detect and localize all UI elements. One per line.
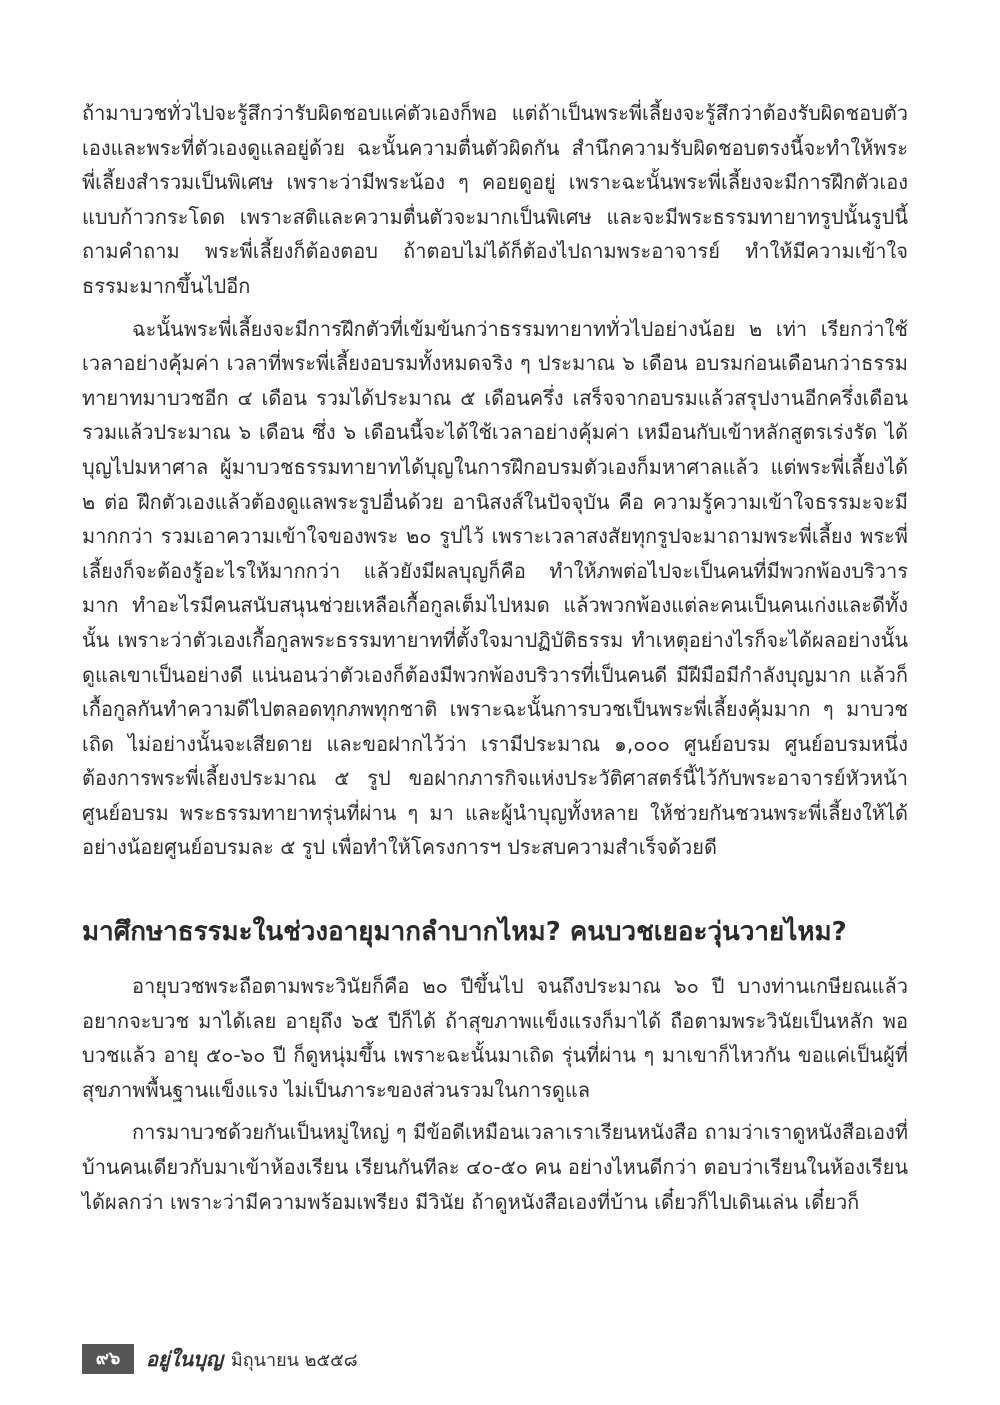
magazine-name: อยู่ในบุญ (146, 1347, 223, 1371)
paragraph-group-ordination: การมาบวชด้วยกันเป็นหมู่ใหญ่ ๆ มีข้อดีเหมือนเวลาเราเรียนหนังสือ ถามว่าเราดูหนังสือเองที่บ้านคนเดียวกับมาเข้าห้องเรียน เรียนกันทีละ ๔๐-๕๐ คน อย่างไหนดีกว่า ตอบว่าเรียนในห้องเรียนได้ผลกว่า เพราะว่ามีความพร้อมเพรียง มีวินัย ถ้าดูหนังสือเองที่บ้าน เดี๋ยวก็ไปเดินเล่น เดี๋ยวก็ (82, 1120, 908, 1214)
paragraph-ordination-age: อายุบวชพระถือตามพระวินัยก็คือ ๒๐ ปีขึ้นไป จนถึงประมาณ ๖๐ ปี บางท่านเกษียณแล้วอยากจะบวช มาได้เลย อายุถึง ๖๕ ปีก็ได้ ถ้าสุขภาพแข็งแรงก็มาได้ ถือตามพระวินัยเป็นหลัก พอบวชแล้ว อายุ ๕๐-๖๐ ปี ก็ดูหนุ่มขึ้น เพราะฉะนั้นมาเถิด รุ่นที่ผ่าน ๆ มาเขาก็ไหวกัน ขอแค่เป็นผู้ที่สุขภาพพื้นฐานแข็งแรง ไม่เป็นภาระของส่วนรวมในการดูแล (82, 974, 908, 1102)
page-number: ๙๖ (82, 1344, 134, 1374)
section-heading: มาศึกษาธรรมะในช่วงอายุมากลำบากไหม? คนบวชเยอะวุ่นวายไหม? (82, 917, 847, 948)
page-footer (82, 1344, 358, 1374)
paragraph-pi-liang-benefits: ฉะนั้นพระพี่เลี้ยงจะมีการฝึกตัวที่เข้มข้นกว่าธรรมทายาททั่วไปอย่างน้อย ๒ เท่า เรียกว่าใช้เวลาอย่างคุ้มค่า เวลาที่พระพี่เลี้ยงอบรมทั้งหมดจริง ๆ ประมาณ ๖ เดือน อบรมก่อนเดือนกว่าธรรมทายาทมาบวชอีก ๔ เดือน รวมได้ประมาณ ๕ เดือนครึ่ง เสร็จจากอบรมแล้วสรุปงานอีกครึ่งเดือน รวมแล้วประมาณ ๖ เดือน ซึ่ง ๖ เดือนนี้จะได้ใช้เวลาอย่างคุ้มค่า เหมือนกับเข้าหลักสูตรเร่งรัด ได้บุญไปมหาศาล ผู้มาบวชธรรมทายาทได้บุญในการฝึกอบรมตัวเองก็มหาศาลแล้ว แต่พระพี่เลี้ยงได้ ๒ ต่อ ฝึกตัวเองแล้วต้องดูแลพระรูปอื่นด้วย อานิสงส์ในปัจจุบัน คือ ความรู้ความเข้าใจธรรมะจะมีมากกว่า รวมเอาความเข้าใจของพระ ๒๐ รูปไว้ เพราะเวลาสงสัยทุกรูปจะมาถามพระพี่เลี้ยง พระพี่เลี้ยงก็จะต้องรู้อะไรให้มากกว่า แล้วยังมีผลบุญก็คือ ทำให้ภพต่อไปจะเป็นคนที่มีพวกพ้องบริวารมาก ทำอะไรมีคนสนับสนุนช่วยเหลือเกื้อกูลเต็มไปหมด แล้วพวกพ้องแต่ละคนเป็นคนเก่งและดีทั้งนั้น เพราะว่าตัวเองเกื้อกูลพระธรรมทายาทที่ตั้งใจมาปฏิบัติธรรม ทำเหตุอย่างไรก็จะได้ผลอย่างนั้น ดูแลเขาเป็นอย่างดี แน่นอนว่าตัวเองก็ต้องมีพวกพ้องบริวารที่เป็นคนดี มีฝีมือมีกำลังบุญมาก แล้วก็เกื้อกูลกันทำความดีไปตลอดทุกภพทุกชาติ เพราะฉะนั้นการบวชเป็นพระพี่เลี้ยงคุ้มมาก ๆ มาบวชเถิด ไม่อย่างนั้นจะเสียดาย และขอฝากไว้ว่า เรามีประมาณ ๑,๐๐๐ ศูนย์อบรม ศูนย์อบรมหนึ่งต้องการพระพี่เลี้ยงประมาณ ๕ รูป ขอฝากภารกิจแห่งประวัติศาสตร์นี้ไว้กับพระอาจารย์หัวหน้าศูนย์อบรม พระธรรมทายาทรุ่นที่ผ่าน ๆ มา และผู้นำบุญทั้งหลาย ให้ช่วยกันชวนพระพี่เลี้ยงให้ได้อย่างน้อยศูนย์อบรมละ ๕ รูป เพื่อทำให้โครงการฯ ประสบความสำเร็จด้วยดี (82, 316, 908, 860)
paragraph-pi-liang-responsibility: ถ้ามาบวชทั่วไปจะรู้สึกว่ารับผิดชอบแค่ตัวเองก็พอ แต่ถ้าเป็นพระพี่เลี้ยงจะรู้สึกว่าต้องรับผิดชอบตัวเองและพระที่ตัวเองดูแลอยู่ด้วย ฉะนั้นความตื่นตัวผิดกัน สำนึกความรับผิดชอบตรงนี้จะทำให้พระพี่เลี้ยงสำรวมเป็นพิเศษ เพราะว่ามีพระน้อง ๆ คอยดูอยู่ เพราะฉะนั้นพระพี่เลี้ยงจะมีการฝึกตัวเองแบบก้าวกระโดด เพราะสติและความตื่นตัวจะมากเป็นพิเศษ และจะมีพระธรรมทายาทรูปนั้นรูปนี้ถามคำถาม พระพี่เลี้ยงก็ต้องตอบ ถ้าตอบไม่ได้ก็ต้องไปถามพระอาจารย์ ทำให้มีความเข้าใจธรรมะมากขึ้นไปอีก (82, 101, 908, 298)
issue-date: มิถุนายน ๒๕๕๘ (230, 1349, 358, 1371)
article-body (82, 96, 908, 1219)
